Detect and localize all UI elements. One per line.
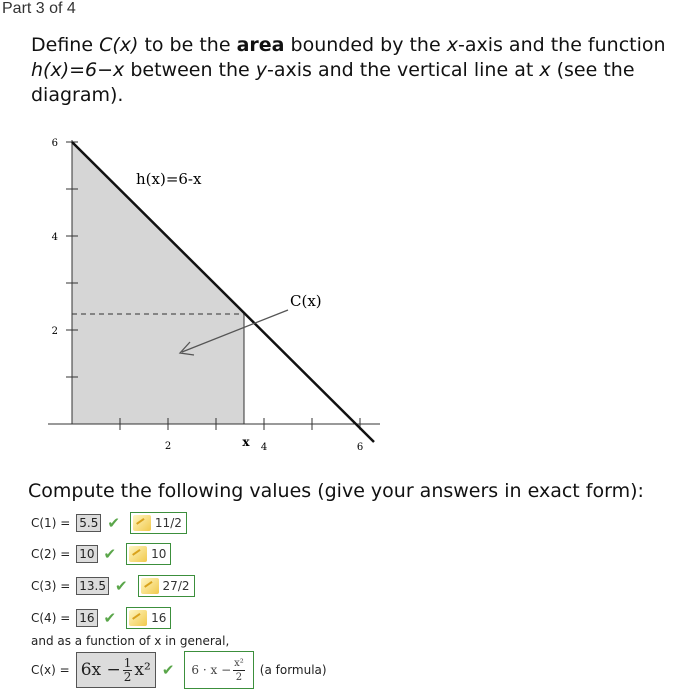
check-icon: ✔ — [161, 661, 175, 679]
x-tick-label: 6 — [356, 442, 364, 453]
check-icon: ✔ — [103, 609, 117, 627]
key-icon — [129, 610, 147, 626]
fraction: $\frac{1}{2}$ — [123, 655, 132, 684]
answer-row-c1 — [31, 512, 187, 534]
answer-label: C(4) = — [31, 611, 71, 625]
formula-label: C(x) = — [31, 663, 70, 677]
check-icon: ✔ — [114, 577, 128, 595]
answer-key-c4[interactable]: 16 — [126, 607, 171, 629]
general-prompt: and as a function of x in general, — [31, 634, 230, 648]
answer-label: C(1) = — [31, 516, 71, 530]
y-tick-label: 2 — [51, 326, 58, 337]
answer-input-c2[interactable]: 10 — [76, 545, 97, 563]
key-icon — [141, 578, 159, 594]
x-tick-label: 4 — [260, 442, 268, 453]
fraction: $\frac{\text{x²}}{2}$ — [234, 657, 244, 683]
answer-row-c3 — [31, 575, 195, 597]
x-tick-label: 2 — [164, 441, 172, 452]
formula-input[interactable]: 6x − $\frac{1}{2}$ x² — [76, 652, 156, 688]
formula-hint: (a formula) — [259, 663, 327, 677]
formula-answer-key[interactable]: 6 · x − $\frac{\text{x²}}{2}$ — [184, 651, 253, 689]
y-tick-label: 6 — [51, 138, 58, 149]
y-tick-label: 4 — [51, 232, 58, 243]
function-label: h(x)=6-x — [136, 170, 202, 188]
answer-key-c1[interactable]: 11/2 — [130, 512, 187, 534]
answer-input-c3[interactable]: 13.5 — [76, 577, 109, 595]
key-icon — [129, 546, 147, 562]
answer-input-c4[interactable]: 16 — [76, 609, 97, 627]
part-label: Part 3 of 4 — [2, 0, 76, 17]
compute-heading: Compute the following values (give your answers in exact form): — [28, 480, 644, 502]
answer-row-c2 — [31, 543, 171, 565]
answer-row-c4 — [31, 607, 171, 629]
answer-label: C(3) = — [31, 579, 71, 593]
formula-row — [31, 650, 327, 690]
answer-label: C(2) = — [31, 547, 71, 561]
answer-key-c2[interactable]: 10 — [126, 543, 171, 565]
key-icon — [133, 515, 151, 531]
check-icon: ✔ — [107, 514, 120, 532]
answer-key-c3[interactable]: 27/2 — [138, 575, 195, 597]
x-marker-label: x — [242, 435, 250, 449]
area-label: C(x) — [290, 292, 322, 310]
check-icon: ✔ — [103, 545, 117, 563]
answer-input-c1[interactable]: 5.5 — [76, 514, 101, 532]
problem-prompt: Define C(x) to be the area bounded by the x-axis and the function h(x)=6−x between the y-axis and the vertical line at x (see the diagram). — [31, 34, 666, 106]
